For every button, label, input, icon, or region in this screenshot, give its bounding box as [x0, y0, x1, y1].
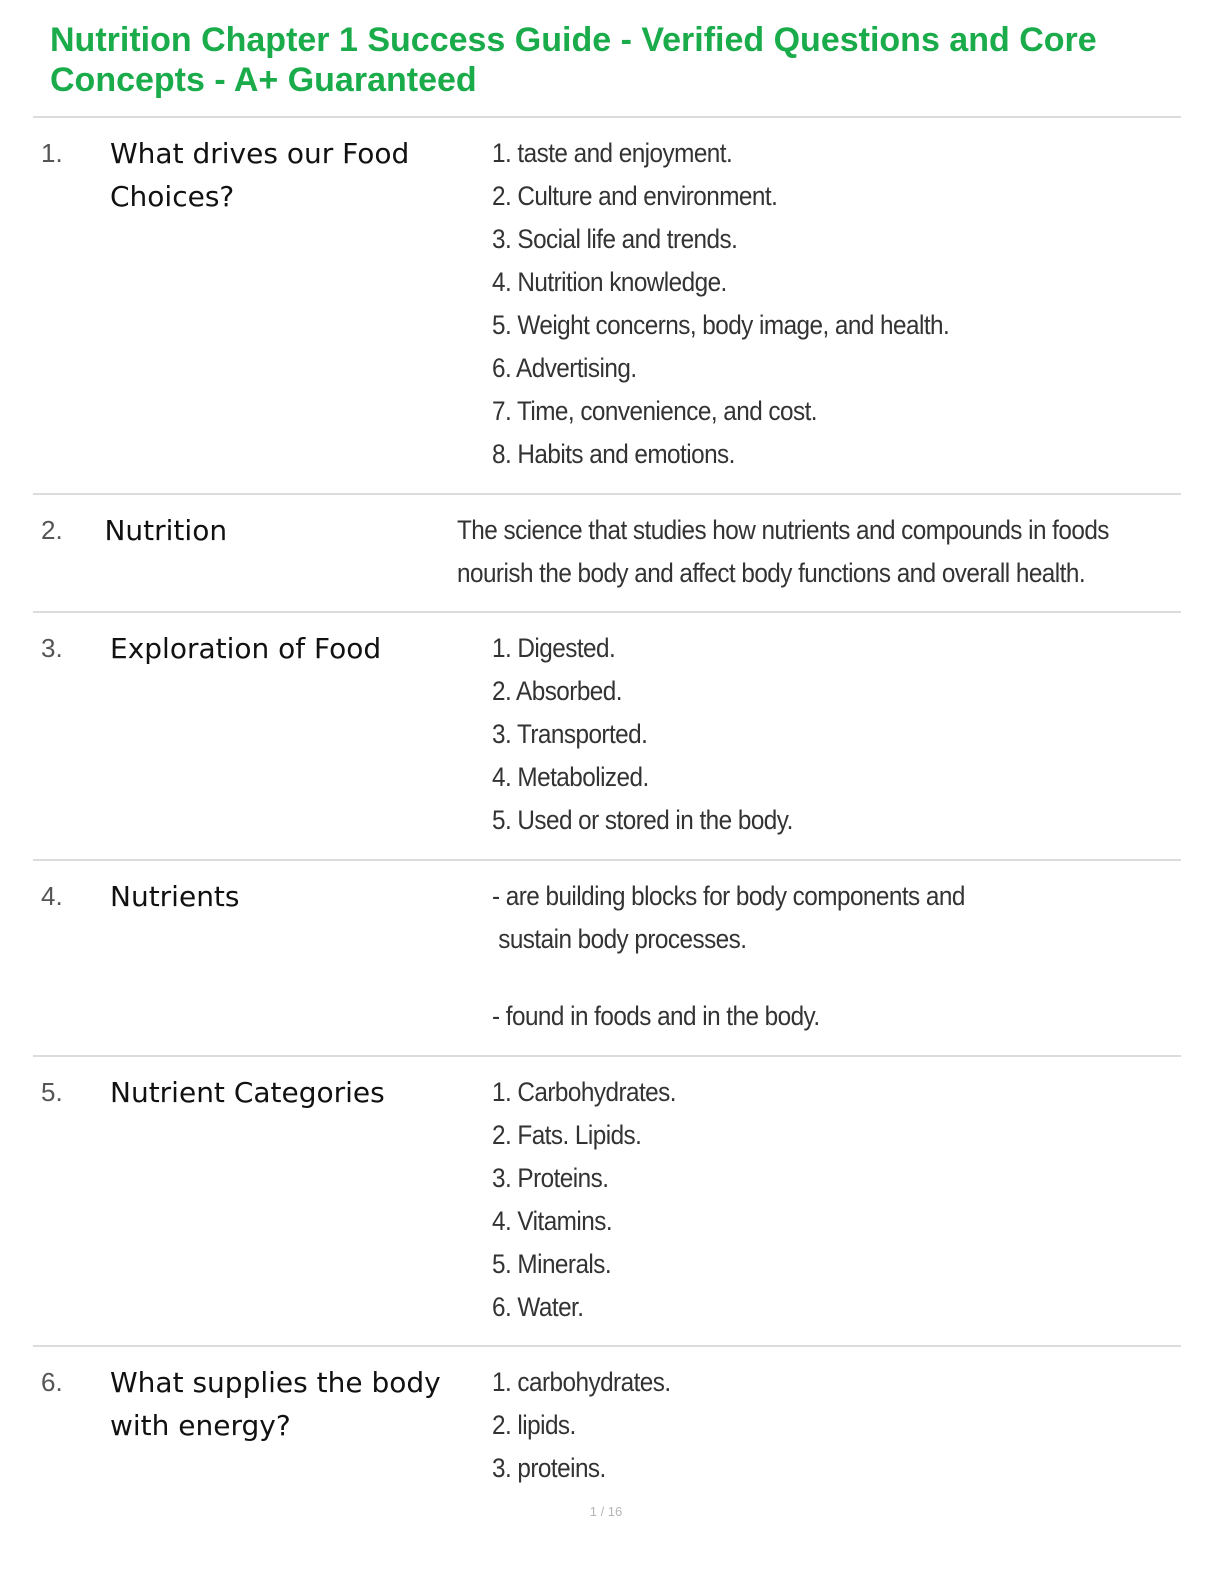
card-term: What drives our Food Choices? [110, 137, 410, 213]
card-term: Nutrition [104, 514, 228, 547]
definition-line: - are building blocks for body components and [492, 881, 965, 911]
definition-line: 1. taste and enjoyment. [492, 138, 733, 168]
definition-line: 2. Absorbed. [492, 676, 622, 706]
card-definition [492, 875, 1112, 1038]
definition-line: 4. Vitamins. [492, 1206, 613, 1236]
card-number: 1. [41, 138, 63, 168]
card-number: 6. [41, 1367, 63, 1397]
card-definition [492, 627, 1112, 842]
definition-line: 4. Nutrition knowledge. [492, 267, 727, 297]
flashcard-list [33, 116, 1181, 1498]
definition-line: 1. carbohydrates. [492, 1367, 671, 1397]
definition-line: 3. proteins. [492, 1453, 606, 1483]
flashcard [33, 1347, 1181, 1498]
definition-line: 5. Used or stored in the body. [492, 805, 793, 835]
definition-line: 3. Transported. [492, 719, 648, 749]
definition-line: 5. Minerals. [492, 1249, 612, 1279]
definition-line: 5. Weight concerns, body image, and health. [492, 310, 950, 340]
card-definition [492, 1361, 1112, 1490]
definition-line: 6. Water. [492, 1292, 584, 1322]
definition-line: 1. Carbohydrates. [492, 1077, 676, 1107]
definition-line: 3. Social life and trends. [492, 224, 738, 254]
card-term: Nutrients [110, 880, 240, 913]
definition-line: 6. Advertising. [492, 353, 637, 383]
card-term: Nutrient Categories [110, 1076, 385, 1109]
card-number: 4. [41, 881, 63, 911]
definition-line: 1. Digested. [492, 633, 616, 663]
card-number: 3. [41, 633, 63, 663]
definition-line: sustain body processes. [492, 924, 747, 954]
card-definition [492, 1071, 1112, 1329]
definition-line: 2. Culture and environment. [492, 181, 778, 211]
card-definition [457, 509, 1109, 595]
definition-line: - found in foods and in the body. [492, 1001, 820, 1031]
card-number: 2. [41, 515, 63, 545]
definition-line: 3. Proteins. [492, 1163, 609, 1193]
flashcard [33, 118, 1181, 495]
page-number: 1 / 16 [589, 1504, 623, 1519]
definition-line: The science that studies how nutrients and compounds in foods [456, 515, 1109, 545]
document-title: Nutrition Chapter 1 Success Guide - Verified Questions and Core Concepts - A+ Guaranteed [50, 21, 1097, 99]
definition-spacer [492, 961, 1112, 995]
card-number: 5. [41, 1077, 63, 1107]
flashcard [33, 613, 1181, 861]
definition-line: 2. Fats. Lipids. [492, 1120, 642, 1150]
definition-line: 7. Time, convenience, and cost. [492, 396, 818, 426]
flashcard [33, 1057, 1181, 1347]
definition-line: 8. Habits and emotions. [492, 439, 735, 469]
card-term: Exploration of Food [110, 632, 382, 665]
definition-line: 4. Metabolized. [492, 762, 649, 792]
card-term: What supplies the body with energy? [110, 1366, 441, 1442]
card-definition [492, 132, 1112, 476]
definition-line: 2. lipids. [492, 1410, 576, 1440]
definition-line: nourish the body and affect body functions and overall health. [456, 558, 1085, 588]
flashcard [33, 861, 1181, 1057]
flashcard [33, 495, 1181, 613]
